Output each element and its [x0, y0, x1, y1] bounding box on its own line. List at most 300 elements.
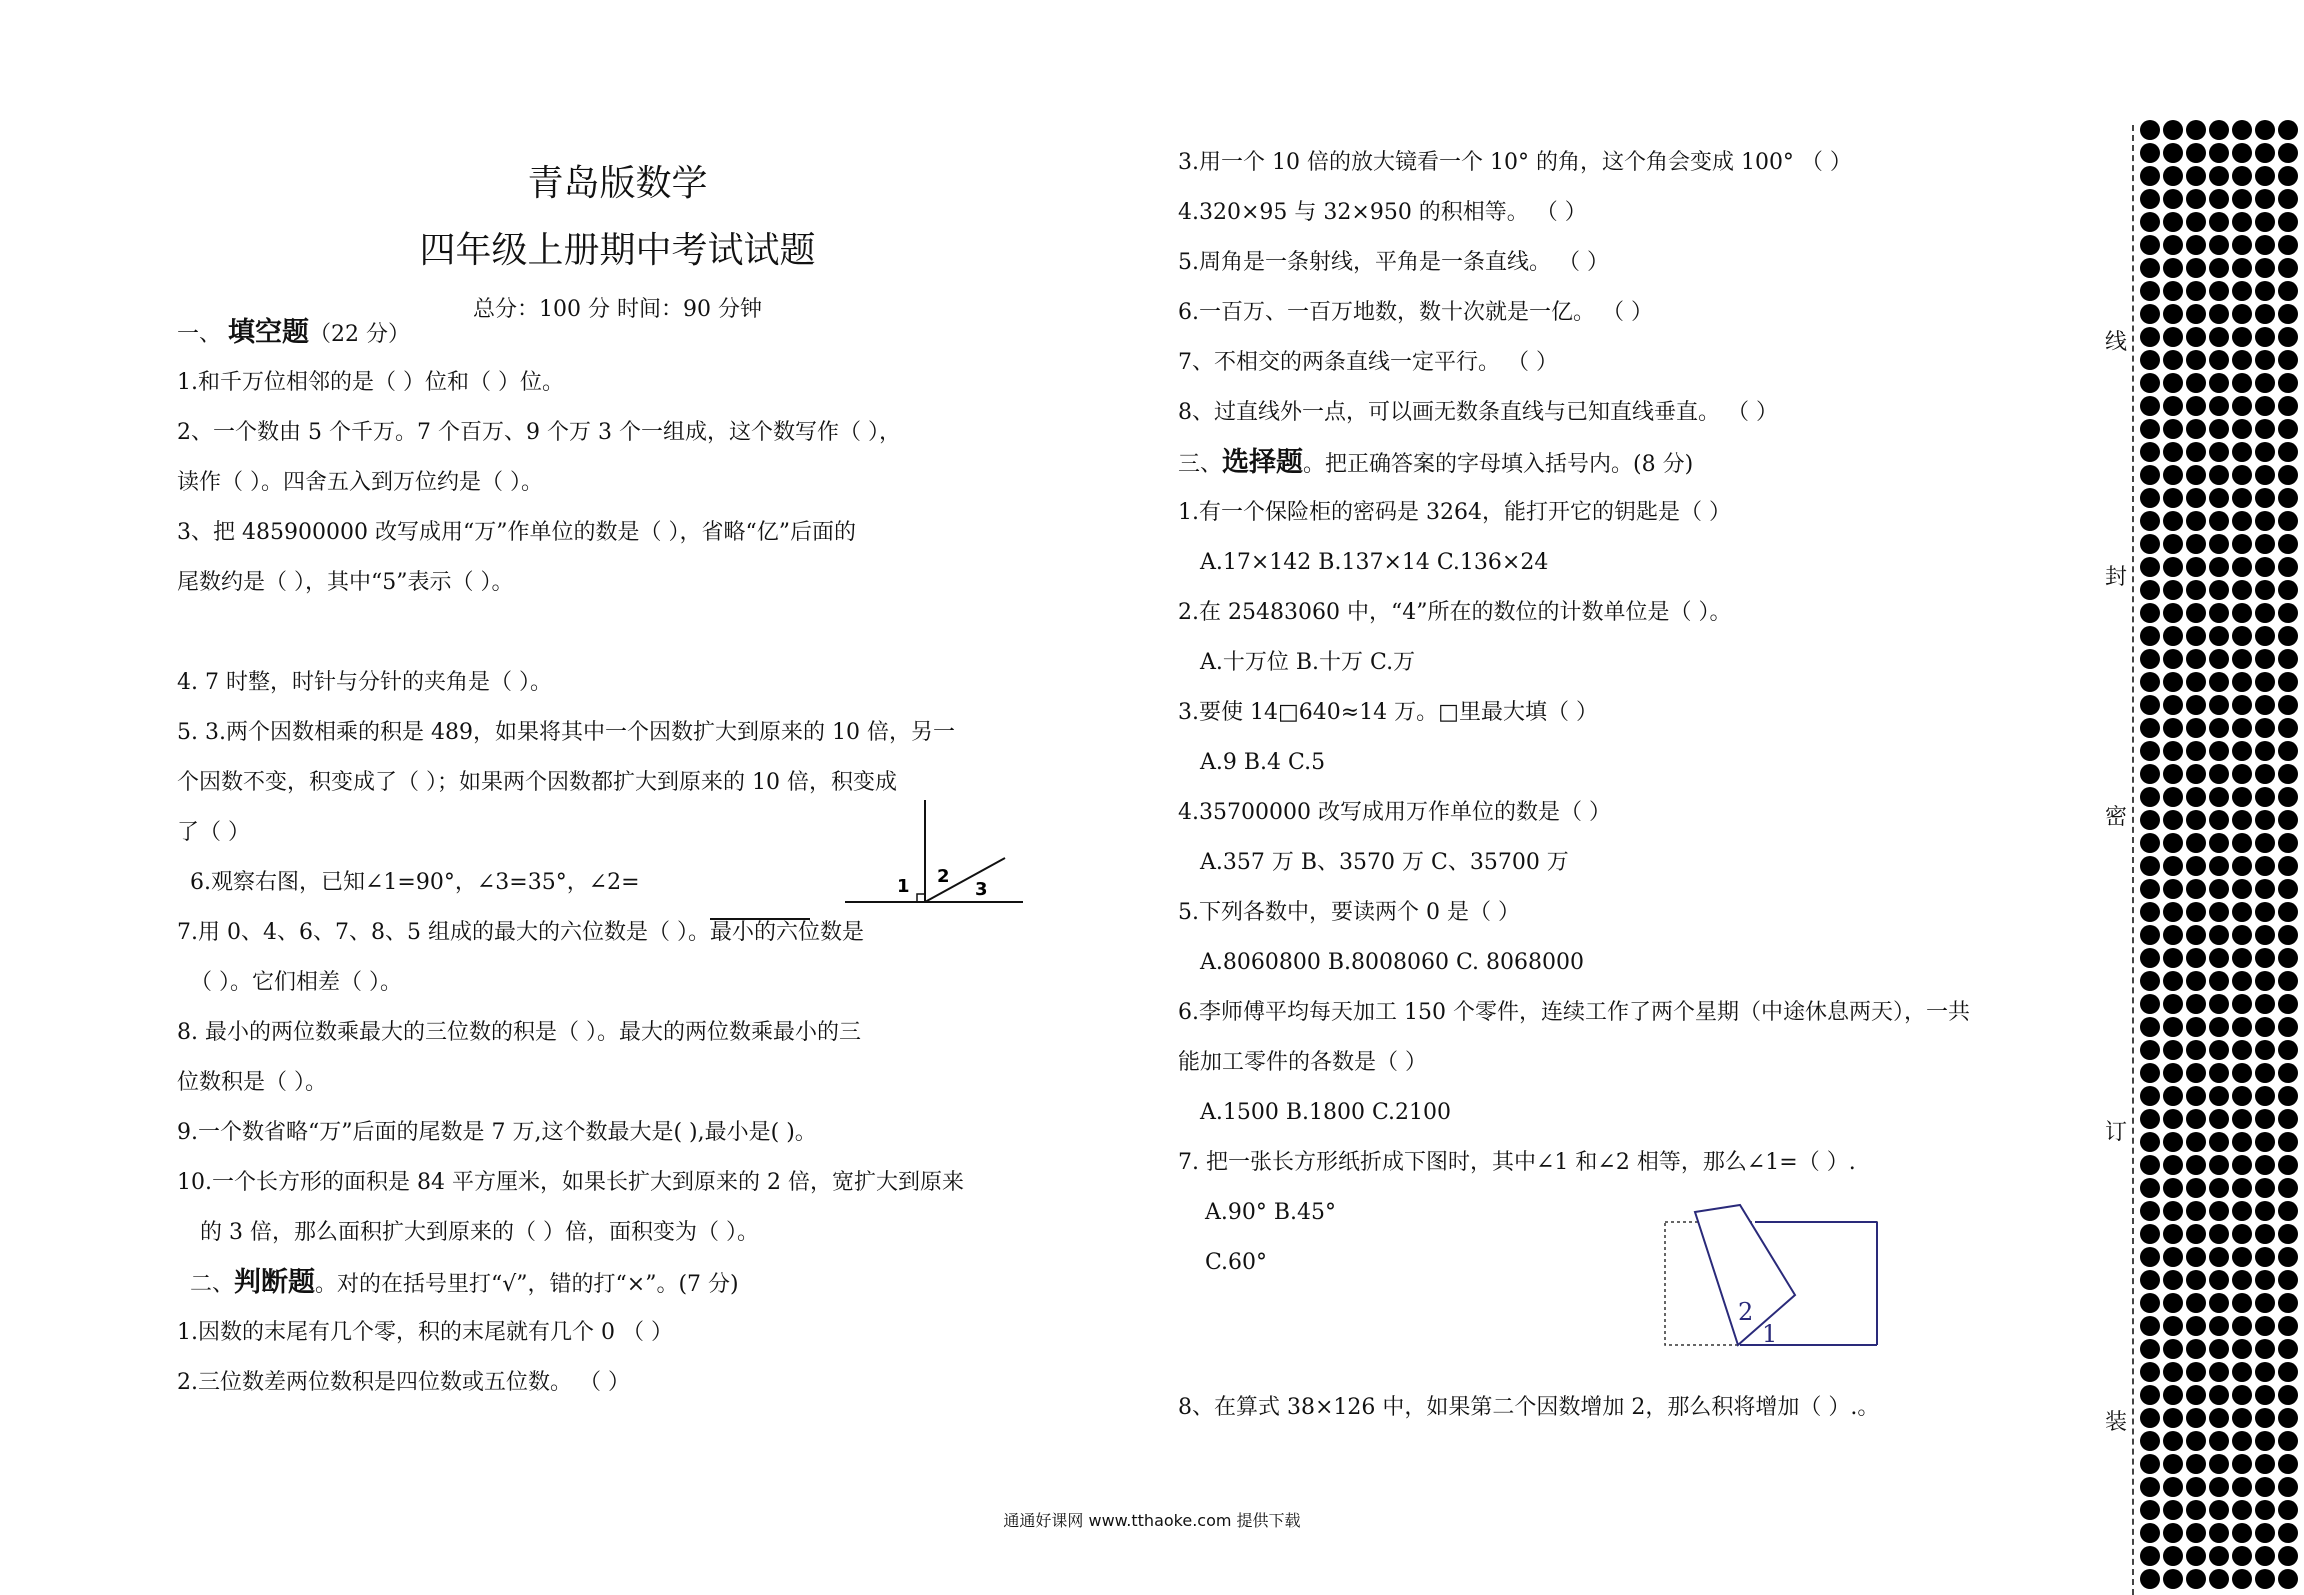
binding-dot: [2140, 258, 2160, 278]
binding-dot: [2255, 327, 2275, 347]
binding-dot: [2140, 672, 2160, 692]
binding-dot: [2255, 1293, 2275, 1313]
binding-dot: [2140, 212, 2160, 232]
binding-dot: [2163, 741, 2183, 761]
binding-dot: [2163, 1040, 2183, 1060]
binding-dot: [2255, 1270, 2275, 1290]
right-question-line: 3.用一个 10 倍的放大镜看一个 10° 的角，这个角会变成 100° （ ）: [1178, 150, 1852, 175]
binding-dot: [2232, 833, 2252, 853]
binding-dot: [2140, 488, 2160, 508]
binding-dot: [2209, 465, 2229, 485]
binding-dot: [2278, 1109, 2298, 1129]
binding-dot: [2232, 1017, 2252, 1037]
binding-dot: [2232, 1270, 2252, 1290]
binding-dot: [2209, 948, 2229, 968]
binding-dot: [2278, 1408, 2298, 1428]
binding-dot: [2255, 902, 2275, 922]
binding-dot: [2140, 1132, 2160, 1152]
binding-dot: [2186, 143, 2206, 163]
binding-dot: [2209, 534, 2229, 554]
dot-row: [2140, 304, 2304, 327]
dot-row: [2140, 879, 2304, 902]
binding-dot: [2278, 603, 2298, 623]
binding-dot: [2163, 1270, 2183, 1290]
binding-dot: [2232, 442, 2252, 462]
binding-dot: [2232, 1293, 2252, 1313]
binding-dot: [2163, 419, 2183, 439]
binding-dot: [2186, 1086, 2206, 1106]
binding-dot: [2209, 925, 2229, 945]
left-question-line: 5. 3.两个因数相乘的积是 489，如果将其中一个因数扩大到原来的 10 倍，另一: [177, 720, 955, 745]
binding-dot: [2255, 442, 2275, 462]
binding-dot: [2163, 189, 2183, 209]
binding-dot: [2278, 787, 2298, 807]
binding-dot: [2278, 534, 2298, 554]
binding-dot: [2209, 1086, 2229, 1106]
binding-dot: [2163, 1086, 2183, 1106]
binding-dot: [2140, 718, 2160, 738]
binding-dot: [2209, 833, 2229, 853]
dot-row: [2140, 1086, 2304, 1109]
right-question-line: 6.一百万、一百万地数，数十次就是一亿。 （ ）: [1178, 300, 1653, 325]
dot-row: [2140, 856, 2304, 879]
left-question-line: 一、 填空题（22 分）: [177, 317, 410, 348]
left-question-line: 2.三位数差两位数积是四位数或五位数。 （ ）: [177, 1370, 630, 1395]
binding-dot: [2209, 1270, 2229, 1290]
binding-dot: [2186, 1132, 2206, 1152]
binding-dot: [2209, 1178, 2229, 1198]
binding-dot: [2186, 1224, 2206, 1244]
dot-row: [2140, 488, 2304, 511]
binding-dashed-line: [2132, 125, 2134, 1595]
dot-row: [2140, 511, 2304, 534]
binding-dot: [2186, 534, 2206, 554]
binding-dot: [2186, 580, 2206, 600]
binding-dot: [2163, 718, 2183, 738]
dot-row: [2140, 810, 2304, 833]
dot-row: [2140, 1293, 2304, 1316]
dot-row: [2140, 189, 2304, 212]
binding-dot: [2278, 764, 2298, 784]
binding-dot: [2278, 143, 2298, 163]
binding-dot: [2278, 1477, 2298, 1497]
right-question-line: 2.在 25483060 中，“4”所在的数位的计数单位是（ ）。: [1178, 600, 1732, 625]
binding-dot: [2278, 1178, 2298, 1198]
binding-dot: [2186, 1155, 2206, 1175]
footer-credit: 通通好课网 www.tthaoke.com 提供下载: [1003, 1511, 1301, 1530]
binding-dot: [2278, 856, 2298, 876]
binding-dot: [2255, 1339, 2275, 1359]
binding-dot: [2163, 1385, 2183, 1405]
binding-dot: [2209, 580, 2229, 600]
binding-char-bind: 订: [2105, 1120, 2128, 1145]
binding-dot: [2232, 1316, 2252, 1336]
binding-dot: [2209, 166, 2229, 186]
binding-dot: [2209, 304, 2229, 324]
binding-dot: [2186, 994, 2206, 1014]
binding-dot: [2232, 879, 2252, 899]
binding-dot: [2140, 1201, 2160, 1221]
binding-dot: [2186, 971, 2206, 991]
binding-dot: [2163, 1063, 2183, 1083]
fold-figure: [1660, 1200, 1890, 1350]
dot-row: [2140, 1017, 2304, 1040]
binding-dot: [2255, 1546, 2275, 1566]
binding-dot: [2255, 1132, 2275, 1152]
binding-dot: [2209, 1293, 2229, 1313]
binding-dot: [2278, 1546, 2298, 1566]
binding-dot: [2278, 1431, 2298, 1451]
binding-dot: [2209, 1546, 2229, 1566]
binding-dot: [2255, 879, 2275, 899]
binding-dot: [2209, 189, 2229, 209]
binding-dot: [2255, 1408, 2275, 1428]
binding-dot: [2278, 879, 2298, 899]
binding-dot: [2163, 925, 2183, 945]
binding-dot: [2163, 649, 2183, 669]
binding-dot: [2209, 1316, 2229, 1336]
right-question-line: 5.周角是一条射线，平角是一条直线。 （ ）: [1178, 250, 1609, 275]
binding-dot: [2209, 695, 2229, 715]
binding-dot: [2186, 373, 2206, 393]
binding-dot: [2186, 120, 2206, 140]
binding-dot: [2163, 1293, 2183, 1313]
left-question-line: 6.观察右图，已知∠1=90°，∠3=35°，∠2=: [190, 870, 640, 895]
binding-dot: [2163, 1109, 2183, 1129]
binding-dot: [2140, 626, 2160, 646]
binding-dot: [2255, 419, 2275, 439]
right-question-line: 3.要使 14□640≈14 万。□里最大填（ ）: [1178, 700, 1598, 725]
binding-dot: [2232, 902, 2252, 922]
binding-dot: [2255, 258, 2275, 278]
binding-dot: [2163, 212, 2183, 232]
binding-dot: [2186, 1339, 2206, 1359]
left-question-line: 3、把 485900000 改写成用“万”作单位的数是（ ），省略“亿”后面的: [177, 520, 856, 545]
binding-dot: [2232, 672, 2252, 692]
binding-dot: [2140, 143, 2160, 163]
binding-dot: [2140, 465, 2160, 485]
dot-row: [2140, 1339, 2304, 1362]
right-question-line: 4.35700000 改写成用万作单位的数是（ ）: [1178, 800, 1611, 825]
binding-dot: [2255, 1155, 2275, 1175]
binding-dot: [2163, 258, 2183, 278]
binding-dot: [2255, 1385, 2275, 1405]
binding-dot: [2140, 534, 2160, 554]
binding-dot: [2163, 1201, 2183, 1221]
right-question-line: A.1500 B.1800 C.2100: [1200, 1100, 1452, 1125]
binding-dot: [2255, 971, 2275, 991]
binding-dot: [2255, 1316, 2275, 1336]
binding-dot: [2232, 1362, 2252, 1382]
binding-dot: [2209, 718, 2229, 738]
binding-dot: [2163, 1247, 2183, 1267]
binding-dot: [2209, 603, 2229, 623]
binding-dot: [2186, 442, 2206, 462]
right-question-line: 能加工零件的各数是（ ）: [1178, 1050, 1427, 1075]
binding-dot: [2186, 488, 2206, 508]
left-question-line: 读作（ ）。四舍五入到万位约是（ ）。: [177, 470, 543, 495]
binding-dot: [2278, 626, 2298, 646]
binding-dot: [2232, 465, 2252, 485]
binding-dot: [2163, 994, 2183, 1014]
binding-dot: [2232, 603, 2252, 623]
binding-dot: [2278, 925, 2298, 945]
binding-dot: [2232, 1454, 2252, 1474]
dot-row: [2140, 166, 2304, 189]
binding-dot: [2140, 902, 2160, 922]
dot-row: [2140, 396, 2304, 419]
binding-dot: [2255, 1224, 2275, 1244]
binding-dot: [2255, 1109, 2275, 1129]
binding-dot: [2278, 488, 2298, 508]
dot-row: [2140, 1132, 2304, 1155]
right-question-line: 7. 把一张长方形纸折成下图时，其中∠1 和∠2 相等，那么∠1=（ ）.: [1178, 1150, 1856, 1175]
binding-dot: [2163, 833, 2183, 853]
binding-dot: [2140, 1063, 2160, 1083]
binding-dot: [2209, 1477, 2229, 1497]
dot-row: [2140, 373, 2304, 396]
binding-dot: [2209, 212, 2229, 232]
binding-dot: [2186, 856, 2206, 876]
binding-dot: [2278, 465, 2298, 485]
binding-dot: [2140, 350, 2160, 370]
binding-dot: [2186, 327, 2206, 347]
dot-row: [2140, 143, 2304, 166]
binding-dot: [2232, 741, 2252, 761]
binding-dot: [2278, 1454, 2298, 1474]
binding-dot: [2163, 534, 2183, 554]
binding-dot: [2163, 327, 2183, 347]
binding-dot: [2232, 534, 2252, 554]
binding-dot: [2163, 350, 2183, 370]
binding-dot: [2209, 235, 2229, 255]
binding-dot: [2209, 327, 2229, 347]
binding-dot: [2186, 1040, 2206, 1060]
binding-dot: [2209, 396, 2229, 416]
binding-dot: [2278, 1316, 2298, 1336]
right-question-line: 5.下列各数中，要读两个 0 是（ ）: [1178, 900, 1520, 925]
fold-label-2: 2: [1738, 1298, 1754, 1326]
dot-row: [2140, 1477, 2304, 1500]
binding-dot: [2255, 718, 2275, 738]
binding-dot: [2140, 120, 2160, 140]
binding-dot: [2278, 1270, 2298, 1290]
binding-dot: [2140, 994, 2160, 1014]
binding-dot: [2232, 1224, 2252, 1244]
binding-dot: [2140, 1546, 2160, 1566]
binding-dot: [2255, 1362, 2275, 1382]
left-question-line: 的 3 倍，那么面积扩大到原来的（ ）倍，面积变为（ ）。: [200, 1220, 759, 1245]
binding-dot: [2232, 120, 2252, 140]
binding-dot: [2186, 396, 2206, 416]
page-subtitle: 四年级上册期中考试试题: [419, 230, 816, 271]
binding-dot: [2140, 649, 2160, 669]
right-question-line: A.17×142 B.137×14 C.136×24: [1200, 550, 1549, 575]
binding-dot: [2140, 1224, 2160, 1244]
binding-dot: [2209, 1017, 2229, 1037]
fold-label-1: 1: [1762, 1320, 1778, 1348]
binding-dot: [2278, 833, 2298, 853]
binding-dot: [2140, 879, 2160, 899]
binding-dot: [2140, 1178, 2160, 1198]
binding-dot: [2186, 925, 2206, 945]
binding-dot: [2278, 1017, 2298, 1037]
binding-dot: [2278, 327, 2298, 347]
binding-dot: [2209, 1408, 2229, 1428]
binding-dot: [2186, 1477, 2206, 1497]
binding-dot: [2278, 373, 2298, 393]
binding-dot: [2163, 879, 2183, 899]
binding-dot: [2278, 948, 2298, 968]
binding-dot: [2255, 672, 2275, 692]
binding-dot: [2163, 465, 2183, 485]
binding-dot: [2163, 672, 2183, 692]
binding-dot: [2278, 350, 2298, 370]
binding-dot: [2209, 764, 2229, 784]
binding-dot: [2255, 833, 2275, 853]
right-question-line: C.60°: [1205, 1250, 1268, 1275]
dot-row: [2140, 1201, 2304, 1224]
angle-label-2: 2: [937, 866, 950, 887]
binding-dot: [2209, 971, 2229, 991]
binding-dot: [2186, 603, 2206, 623]
binding-dot: [2278, 189, 2298, 209]
dot-row: [2140, 603, 2304, 626]
right-question-line: 三、选择题。把正确答案的字母填入括号内。(8 分): [1178, 447, 1694, 478]
binding-dot: [2255, 396, 2275, 416]
binding-dot: [2278, 1063, 2298, 1083]
binding-dot: [2163, 442, 2183, 462]
dot-row: [2140, 534, 2304, 557]
binding-dot: [2209, 1132, 2229, 1152]
binding-dot: [2163, 1546, 2183, 1566]
dot-row: [2140, 1155, 2304, 1178]
dot-row: [2140, 120, 2304, 143]
binding-dot: [2232, 718, 2252, 738]
dot-row: [2140, 1178, 2304, 1201]
dot-row: [2140, 971, 2304, 994]
dot-row: [2140, 1063, 2304, 1086]
binding-dot: [2255, 626, 2275, 646]
binding-dot: [2186, 1270, 2206, 1290]
dot-row: [2140, 1454, 2304, 1477]
binding-dot: [2255, 143, 2275, 163]
binding-dot: [2186, 1546, 2206, 1566]
binding-dot: [2163, 1339, 2183, 1359]
binding-dot: [2186, 1431, 2206, 1451]
binding-dot: [2255, 1040, 2275, 1060]
binding-dot: [2255, 1569, 2275, 1589]
binding-dot: [2140, 925, 2160, 945]
binding-dot: [2140, 396, 2160, 416]
binding-dot: [2186, 1454, 2206, 1474]
binding-dot: [2163, 1431, 2183, 1451]
binding-dot: [2163, 1017, 2183, 1037]
left-question-line: 4. 7 时整，时针与分针的夹角是（ ）。: [177, 670, 552, 695]
binding-dot: [2278, 212, 2298, 232]
binding-dot: [2232, 948, 2252, 968]
left-question-line: 个因数不变，积变成了（ ）；如果两个因数都扩大到原来的 10 倍，积变成: [177, 770, 897, 795]
binding-dot: [2255, 948, 2275, 968]
binding-dot: [2186, 419, 2206, 439]
binding-dot: [2186, 1362, 2206, 1382]
binding-dot: [2209, 488, 2229, 508]
dot-row: [2140, 1546, 2304, 1569]
binding-dot: [2186, 1063, 2206, 1083]
binding-dot: [2163, 120, 2183, 140]
binding-dot: [2278, 902, 2298, 922]
binding-dot: [2278, 166, 2298, 186]
binding-dot: [2186, 1109, 2206, 1129]
right-question-line: 1.有一个保险柜的密码是 3264，能打开它的钥匙是（ ）: [1178, 500, 1731, 525]
dot-row: [2140, 948, 2304, 971]
binding-dot: [2255, 1477, 2275, 1497]
binding-dot: [2186, 1316, 2206, 1336]
binding-dot: [2255, 304, 2275, 324]
binding-dot: [2163, 787, 2183, 807]
binding-dot: [2232, 143, 2252, 163]
binding-dot: [2209, 1431, 2229, 1451]
answer-blank-underline: [710, 918, 810, 920]
dot-row: [2140, 672, 2304, 695]
binding-dot: [2255, 235, 2275, 255]
binding-dot: [2278, 120, 2298, 140]
binding-dot: [2186, 1385, 2206, 1405]
binding-dot: [2140, 1431, 2160, 1451]
binding-dot: [2209, 649, 2229, 669]
binding-dot: [2163, 281, 2183, 301]
binding-dot: [2278, 235, 2298, 255]
binding-dot: [2232, 1247, 2252, 1267]
binding-char-seal: 封: [2105, 565, 2128, 590]
exam-meta: 总分：100 分 时间：90 分钟: [473, 297, 762, 322]
binding-dot: [2232, 626, 2252, 646]
binding-dot: [2278, 971, 2298, 991]
binding-dot: [2163, 1569, 2183, 1589]
binding-dot: [2255, 1063, 2275, 1083]
binding-dot: [2186, 833, 2206, 853]
binding-dot: [2255, 281, 2275, 301]
binding-dot: [2140, 419, 2160, 439]
binding-dot: [2186, 810, 2206, 830]
binding-dot: [2255, 1201, 2275, 1221]
right-question-line: A.十万位 B.十万 C.万: [1200, 650, 1416, 675]
dot-row: [2140, 833, 2304, 856]
binding-dot: [2255, 695, 2275, 715]
binding-dot: [2232, 350, 2252, 370]
binding-dot: [2163, 396, 2183, 416]
binding-dot: [2232, 649, 2252, 669]
binding-dot: [2232, 787, 2252, 807]
binding-dot: [2278, 511, 2298, 531]
binding-dot: [2163, 511, 2183, 531]
binding-dot: [2278, 1247, 2298, 1267]
binding-dot: [2278, 281, 2298, 301]
left-question-line: 10.一个长方形的面积是 84 平方厘米，如果长扩大到原来的 2 倍，宽扩大到原来: [177, 1170, 964, 1195]
binding-dot: [2186, 1408, 2206, 1428]
binding-dot: [2255, 1247, 2275, 1267]
binding-dot-strip: [2140, 120, 2304, 1595]
dot-row: [2140, 1362, 2304, 1385]
binding-dot: [2209, 1063, 2229, 1083]
binding-dot: [2278, 580, 2298, 600]
dot-row: [2140, 465, 2304, 488]
binding-dot: [2255, 189, 2275, 209]
binding-dot: [2232, 810, 2252, 830]
binding-dot: [2163, 1224, 2183, 1244]
binding-dot: [2232, 856, 2252, 876]
binding-dot: [2255, 925, 2275, 945]
